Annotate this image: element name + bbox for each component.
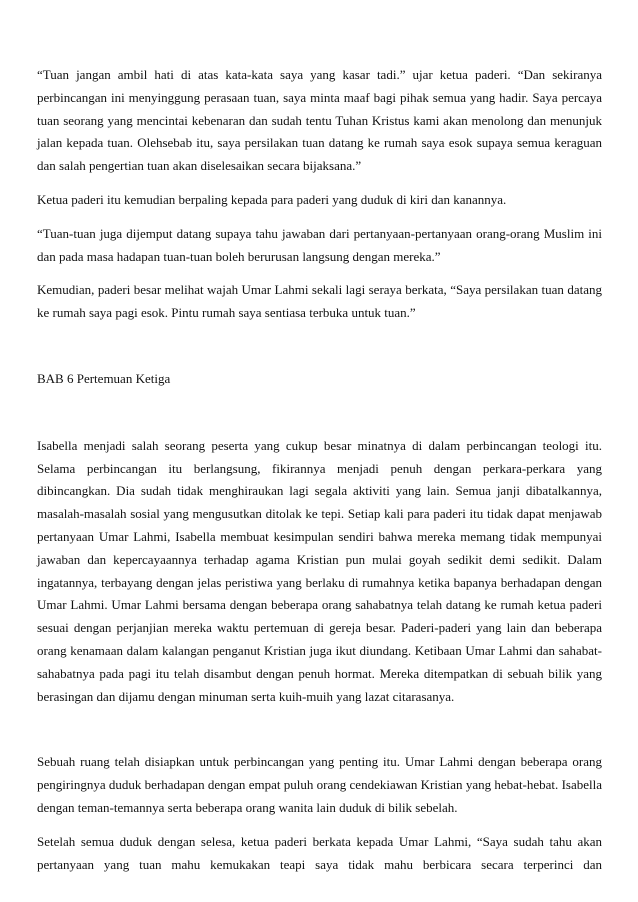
- paragraph: “Tuan jangan ambil hati di atas kata-kata saya yang kasar tadi.” ujar ketua paderi. “Dan sekiranya perbincangan ini menyinggung perasaan tuan, saya minta maaf bagi pihak semua yang hadir. Saya percaya tuan seorang yang mencintai kebenaran dan sudah tentu Tuhan Kristus kami akan menolong dan menunjuk jalan kepada tuan. Olehsebab itu, saya persilakan tuan datang ke rumah saya esok supaya semua keraguan dan salah pengertian tuan akan diselesaikan secara bijaksana.”: [37, 67, 602, 174]
- paragraph: Ketua paderi itu kemudian berpaling kepada para paderi yang duduk di kiri dan kanannya.: [37, 191, 507, 207]
- paragraph: Sebuah ruang telah disiapkan untuk perbincangan yang penting itu. Umar Lahmi dengan beberapa orang pengiringnya duduk berhadapan dengan empat puluh orang cendekiawan Kristian yang hebat-hebat. Isabella dengan teman-temannya serta beberapa orang wanita lain duduk di bilik sebelah.: [37, 754, 602, 815]
- document-page: [37, 64, 602, 876]
- paragraph: Kemudian, paderi besar melihat wajah Umar Lahmi sekali lagi seraya berkata, “Saya persilakan tuan datang ke rumah saya pagi esok. Pintu rumah saya sentiasa terbuka untuk tuan.”: [37, 282, 602, 321]
- paragraph: “Tuan-tuan juga dijemput datang supaya tahu jawaban dari pertanyaan-pertanyaan orang-orang Muslim ini dan pada masa hadapan tuan-tuan boleh berurusan langsung dengan mereka.”: [37, 225, 602, 264]
- paragraph: Isabella menjadi salah seorang peserta yang cukup besar minatnya di dalam perbincangan teologi itu. Selama perbincangan itu berlangsung, fikirannya menjadi penuh dengan perkara-perkara yang dibincangkan. Dia sudah tidak menghiraukan lagi segala aktiviti yang lain. Semua janji dibatalkannya, masalah-masalah sosial yang mengusutkan ditolak ke tepi. Setiap kali para paderi itu tidak dapat menjawab pertanyaan Umar Lahmi, Isabella membuat kesimpulan sendiri bahwa mereka memang tidak mempunyai jawaban dan kepercayaannya terhadap agama Kristian pun mulai goyah sedikit demi sedikit. Dalam ingatannya, terbayang dengan jelas peristiwa yang berlaku di rumahnya ketika bapanya berhadapan dengan Umar Lahmi. Umar Lahmi bersama dengan beberapa orang sahabatnya telah datang ke rumah ketua paderi sesuai dengan perjanjian mereka waktu pertemuan di gereja besar. Paderi-paderi yang lain dan beberapa orang kenamaan dalam kalangan penganut Kristian juga ikut diundang. Ketibaan Umar Lahmi dan sahabat-sahabatnya pada pagi itu telah disambut dengan penuh hormat. Mereka ditempatkan di sebuah bilik yang berasingan dan dijamu dengan minuman serta kuih-muih yang lazat citarasanya.: [37, 437, 602, 704]
- paragraph: Setelah semua duduk dengan selesa, ketua paderi berkata kepada Umar Lahmi, “Saya sudah tahu akan pertanyaan yang tuan mahu kemukakan teapi saya tidak mahu berbicara secara terperinci dan: [37, 833, 602, 872]
- chapter-heading: BAB 6 Pertemuan Ketiga: [37, 370, 171, 386]
